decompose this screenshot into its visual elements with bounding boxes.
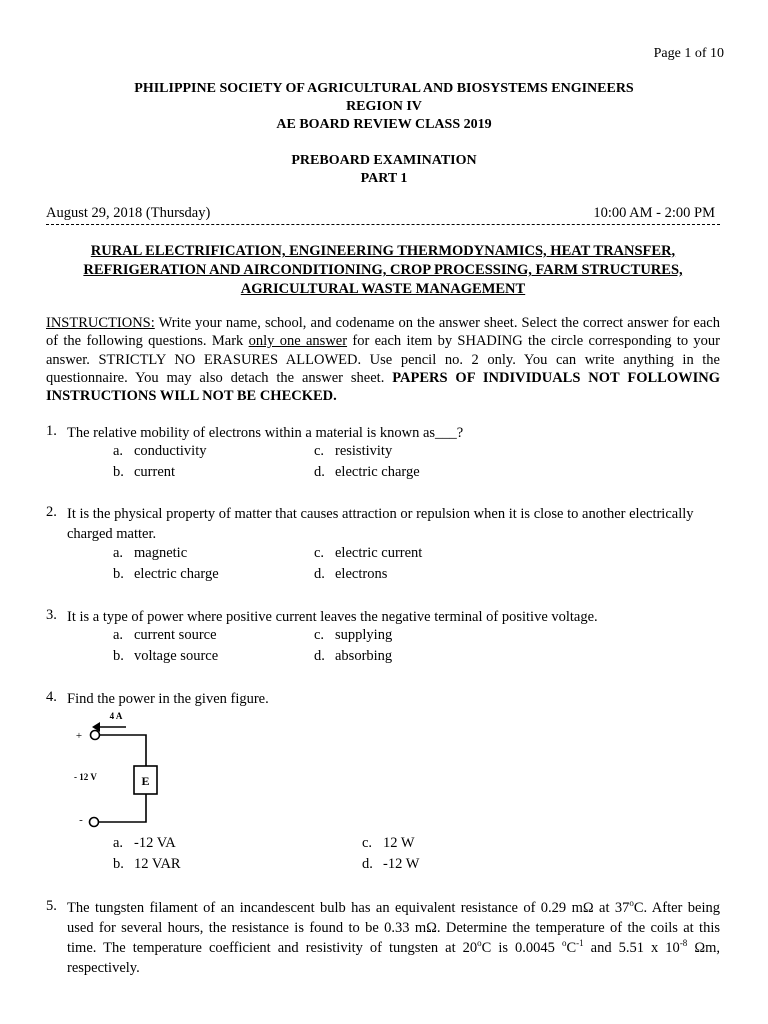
option-a: a. conductivity [113, 443, 207, 459]
question-number: 5. [46, 898, 57, 914]
option-d: d. electrons [314, 566, 388, 582]
header-exam-title: PREBOARD EXAMINATION [291, 153, 477, 168]
question-number: 3. [46, 607, 57, 623]
subject-title [46, 242, 720, 299]
question-number: 2. [46, 504, 57, 520]
option-b: b. current [113, 464, 176, 480]
option-c: c. electric current [314, 545, 423, 561]
option-d: d. absorbing [314, 648, 393, 664]
wire-top [100, 735, 147, 766]
page-number: Page 1 of 10 [653, 46, 724, 61]
question-text: It is the physical property of matter that causes attraction or repulsion when it is close to another electrically charged matter. [67, 506, 694, 542]
exam-time: 10:00 AM - 2:00 PM [593, 205, 715, 221]
option-c: c. supplying [314, 627, 393, 643]
question-text: The tungsten filament of an incandescent bulb has an equivalent resistance of 0.29 mΩ at 37$^o$C. After being used for several hours, the resistance is found to be 0.33 mΩ. Determine the temperature of the coils at this time. The temperature coefficient and resistivity of tungsten at 20$^o$C is 0.0045 $^oC^{-1}$ and 5.51 x $10^{-8}$ Ωm, respectively. [67, 898, 721, 976]
option-d: d. electric charge [314, 464, 420, 480]
header-review-class: AE BOARD REVIEW CLASS 2019 [276, 117, 492, 132]
option-c: c. resistivity [314, 443, 393, 459]
option-a: a. current source [113, 627, 217, 643]
subject-line-1: RURAL ELECTRIFICATION, ENGINEERING THERMODYNAMICS, HEAT TRANSFER, [90, 243, 676, 259]
circuit-figure [60, 705, 170, 830]
question-text: Find the power in the given figure. [67, 691, 269, 707]
option-a: a. -12 VA [113, 835, 176, 851]
question-number: 4. [46, 689, 57, 705]
option-b: b. 12 VAR [113, 856, 181, 872]
voltage-label: - 12 V [74, 772, 97, 782]
dashed-divider [46, 224, 720, 225]
question-text: It is a type of power where positive current leaves the negative terminal of positive voltage. [67, 609, 598, 625]
instructions-warning: PAPERS OF INDIVIDUALS NOT FOLLOWING INSTRUCTIONS WILL NOT BE CHECKED. [46, 369, 721, 405]
exam-date: August 29, 2018 (Thursday) [46, 205, 211, 221]
question-number: 1. [46, 423, 57, 439]
option-b: b. electric charge [113, 566, 219, 582]
current-label: 4 A [109, 711, 123, 721]
element-label: E [141, 774, 150, 788]
header-part: PART 1 [360, 171, 408, 186]
option-a: a. magnetic [113, 545, 188, 561]
date-time-row [46, 205, 720, 225]
option-d: d. -12 W [362, 856, 420, 872]
instructions-label: INSTRUCTIONS: [46, 315, 155, 331]
subject-line-2: REFRIGERATION AND AIRCONDITIONING, CROP PROCESSING, FARM STRUCTURES, [83, 262, 683, 278]
instructions-text-2: for each item by SHADING the circle corresponding to your answer. STRICTLY NO ERASURES ALLOWED. Use pencil no. 2 only. You can write anything in the questionnaire. You may also detach the answer sheet. [46, 333, 721, 386]
minus-terminal-label: - [79, 814, 83, 826]
subject-line-3: AGRICULTURAL WASTE MANAGEMENT [240, 281, 526, 297]
instructions [46, 314, 720, 405]
minus-terminal-icon [90, 818, 99, 827]
plus-terminal-icon [91, 731, 100, 740]
plus-terminal-label: + [75, 730, 83, 742]
question-text: The relative mobility of electrons within a material is known as___? [67, 425, 464, 441]
option-c: c. 12 W [362, 835, 415, 851]
wire-bottom [99, 794, 147, 822]
header-region: REGION IV [346, 99, 422, 114]
option-b: b. voltage source [113, 648, 219, 664]
instructions-underlined: only one answer [248, 333, 348, 350]
instructions-text-1: Write your name, school, and codename on the answer sheet. Select the correct answer for each of the following questions. Mark [46, 315, 720, 350]
header-organization: PHILIPPINE SOCIETY OF AGRICULTURAL AND BIOSYSTEMS ENGINEERS [134, 81, 634, 96]
